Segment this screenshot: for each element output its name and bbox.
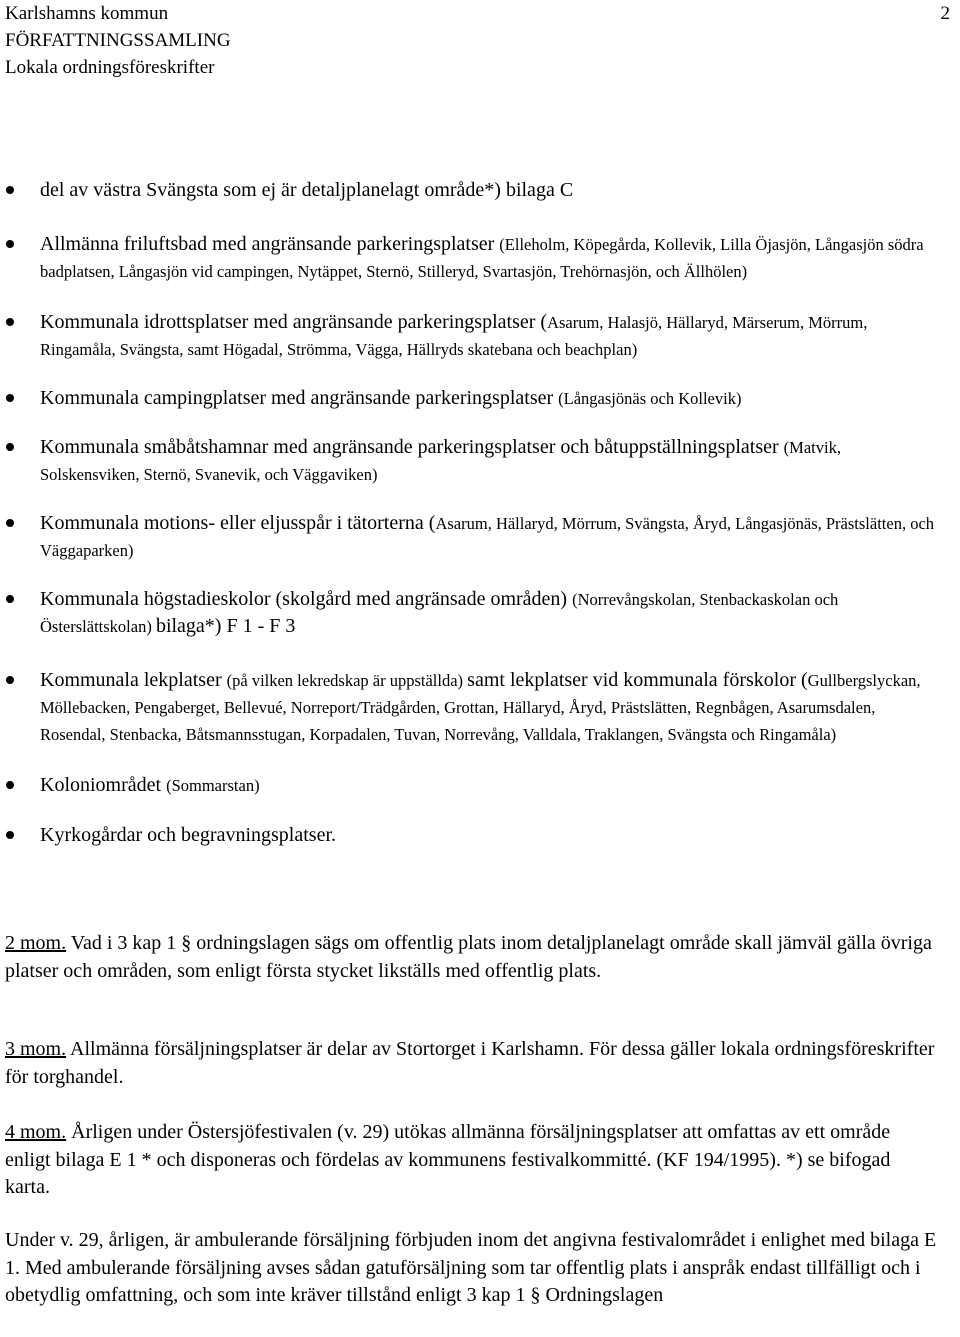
bullet-icon	[6, 831, 14, 839]
bullet-icon	[6, 676, 14, 684]
list-item: Kommunala motions- eller eljusspår i tätorterna (Asarum, Hällaryd, Mörrum, Svängsta, Åryd, Långasjönäs, Prästslätten, och Väggaparken)	[0, 510, 960, 564]
bullet-icon	[6, 240, 14, 248]
place-list	[0, 177, 960, 849]
mom-label: 2 mom.	[5, 932, 67, 954]
list-item: Koloniområdet (Sommarstan)	[0, 772, 960, 799]
page-header	[5, 0, 231, 81]
list-item: Kommunala småbåtshamnar med angränsande parkeringsplatser och båtuppställningsplatser (Matvik, Solskensviken, Sternö, Svanevik, och Väggaviken)	[0, 434, 960, 488]
header-municipality: Karlshamns kommun	[5, 3, 169, 24]
list-item: Kyrkogårdar och begravningsplatser.	[0, 822, 960, 849]
mom-label: 3 mom.	[5, 1038, 67, 1060]
list-item: Kommunala idrottsplatser med angränsande parkeringsplatser (Asarum, Halasjö, Hällaryd, Märserum, Mörrum, Ringamåla, Svängsta, samt Högadal, Strömma, Vägga, Hällryds skatebana och beachplan)	[0, 309, 960, 363]
list-item: Allmänna friluftsbad med angränsande parkeringsplatser (Elleholm, Köpegårda, Kollevik, Lilla Öjasjön, Långasjön södra badplatsen, Långasjön vid campingen, Nytäppet, Sternö, Stilleryd, Svartasjön, Trehörnasjön, och Ällhölen)	[0, 231, 960, 285]
list-item: Kommunala campingplatser med angränsande parkeringsplatser (Långasjönäs och Kollevik)	[0, 385, 960, 412]
paragraph-mom-2: 2 mom. Vad i 3 kap 1 § ordningslagen sägs om offentlig plats inom detaljplanelagt område skall jämväl gälla övriga platser och områden, som enligt första stycket likställs med offentlig plats.	[5, 932, 932, 982]
paragraph-mom-4: 4 mom. Årligen under Östersjöfestivalen (v. 29) utökas allmänna försäljningsplatser att omfattas av ett område enligt bilaga E 1 * och disponeras och fördelas av kommunens festivalkommitté. (KF 194/1995). *) se bifogad karta.	[5, 1121, 891, 1198]
header-document-title: Lokala ordningsföreskrifter	[5, 57, 215, 78]
paragraph-festival: Under v. 29, årligen, är ambulerande försäljning förbjuden inom det angivna festivalområdet i enlighet med bilaga E 1. Med ambulerande försäljning avses sådan gatuförsäljning som tar offentlig plats i anspråk endast tillfälligt och i obetydlig omfattning, och som inte kräver tillstånd enligt 3 kap 1 § Ordningslagen	[5, 1229, 937, 1306]
bullet-icon	[6, 443, 14, 451]
bullet-icon	[6, 781, 14, 789]
bullet-icon	[6, 318, 14, 326]
list-item: Kommunala högstadieskolor (skolgård med angränsade områden) (Norrevångskolan, Stenbackaskolan och Österslättskolan) bilaga*) F 1 - F 3	[0, 586, 960, 640]
list-item: Kommunala lekplatser (på vilken lekredskap är uppställda) samt lekplatser vid kommunala förskolor (Gullbergslyckan, Möllebacken, Pengaberget, Bellevué, Norreport/Trädgården, Grottan, Hällaryd, Åryd, Prästslätten, Regnbågen, Asarumsdalen, Rosendal, Stenbacka, Båtsmannsstugan, Korpadalen, Tuvan, Norrevång, Valldala, Traklangen, Svängsta och Ringamåla)	[0, 667, 960, 748]
mom-label: 4 mom.	[5, 1121, 67, 1143]
bullet-icon	[6, 595, 14, 603]
paragraph-mom-3: 3 mom. Allmänna försäljningsplatser är delar av Stortorget i Karlshamn. För dessa gäller lokala ordningsföreskrifter för torghandel.	[5, 1038, 935, 1088]
list-item: del av västra Svängsta som ej är detaljplanelagt område*) bilaga C	[0, 177, 960, 204]
header-collection: FÖRFATTNINGSSAMLING	[5, 30, 231, 51]
bullet-icon	[6, 519, 14, 527]
bullet-icon	[6, 186, 14, 194]
page-number: 2	[940, 3, 950, 24]
bullet-icon	[6, 394, 14, 402]
